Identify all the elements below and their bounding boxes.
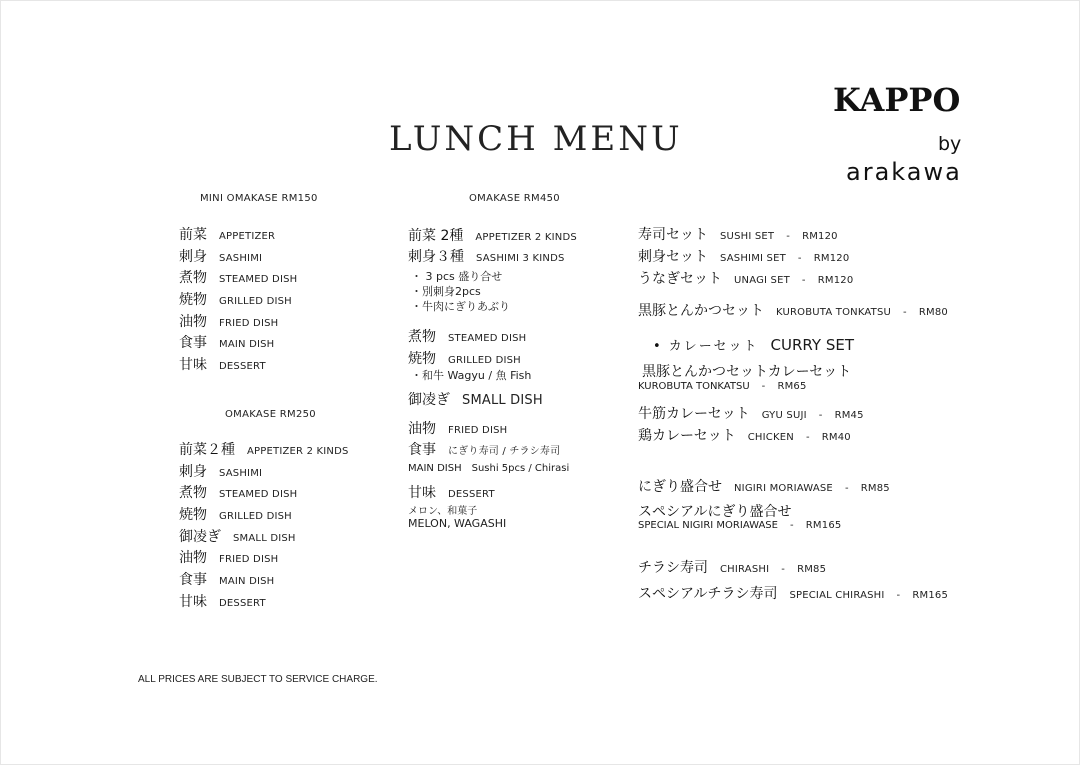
item-en: SMALL DISH — [233, 532, 296, 544]
item-en: APPETIZER — [219, 231, 276, 242]
list-item — [408, 326, 526, 346]
list-item — [408, 246, 565, 266]
item-jp: 刺身 — [179, 248, 207, 265]
item-price: RM165 — [912, 590, 949, 601]
item-en: STEAMED DISH — [219, 274, 298, 286]
special-nigiri-line — [638, 520, 841, 531]
separator: - — [818, 410, 823, 421]
curry-heading — [653, 335, 854, 354]
item-en: CHICKEN — [747, 432, 794, 443]
item-jp: 刺身３種 — [408, 249, 464, 265]
item-en: DESSERT — [448, 489, 495, 500]
item-jp: 甘味 — [179, 357, 207, 374]
list-item — [408, 482, 495, 502]
separator: - — [789, 520, 794, 531]
dessert-sub-jp: メロン、和菓子 — [408, 506, 478, 517]
list-item — [179, 354, 297, 376]
item-jp: にぎり盛合せ — [638, 479, 722, 495]
list-item — [179, 289, 297, 311]
set-item — [638, 403, 864, 423]
main-sub: MAIN DISH Sushi 5pcs / Chirasi — [408, 463, 570, 474]
list-item — [179, 569, 349, 591]
list-item — [408, 389, 543, 409]
brand-by: by — [938, 133, 962, 155]
item-jp: うなぎセット — [638, 271, 722, 287]
item-en: SUSHI SET — [720, 231, 775, 242]
item-en: KUROBUTA TONKATSU — [638, 381, 750, 392]
separator: - — [761, 381, 766, 392]
set-item — [638, 246, 849, 266]
item-jp: 前菜 2種 — [408, 228, 464, 244]
item-en: CHIRASHI — [720, 564, 770, 575]
item-jp: 焼物 — [179, 292, 207, 309]
item-en: GRILLED DISH — [219, 296, 292, 308]
page-title: LUNCH MENU — [389, 119, 683, 159]
item-price: RM45 — [834, 410, 864, 421]
set-item — [638, 476, 890, 496]
item-en: STEAMED DISH — [219, 489, 298, 501]
item-jp: 煮物 — [179, 270, 207, 287]
list-item — [408, 418, 507, 438]
curry-heading-jp: • カレーセット — [653, 339, 759, 354]
separator: - — [801, 275, 806, 286]
item-en: SASHIMI 3 KINDS — [476, 253, 565, 264]
brand-name: KAPPO — [833, 81, 961, 119]
item-en: FRIED DISH — [219, 554, 279, 566]
item-jp: 油物 — [179, 550, 207, 567]
list-item — [179, 526, 349, 548]
item-en: SPECIAL NIGIRI MORIAWASE — [638, 520, 778, 531]
list-item — [179, 439, 349, 461]
omakase-250-list — [179, 439, 349, 613]
item-en: MAIN DISH — [219, 339, 275, 351]
item-jp: 牛筋カレーセット — [638, 406, 750, 422]
item-en: FRIED DISH — [219, 317, 279, 329]
grilled-sub: ・和牛 Wagyu / 魚 Fish — [411, 369, 532, 382]
item-en: NIGIRI MORIAWASE — [734, 483, 833, 494]
item-en: SMALL DISH — [462, 393, 543, 408]
set-item — [638, 300, 948, 320]
curry-kurobuta-line — [638, 381, 807, 392]
item-jp: 寿司セット — [638, 227, 708, 243]
item-en: UNAGI SET — [734, 275, 790, 286]
separator: - — [844, 483, 849, 494]
list-item — [408, 225, 577, 245]
item-price: RM85 — [860, 483, 890, 494]
list-item — [179, 461, 349, 483]
item-jp: 食事 — [179, 572, 207, 589]
item-en: APPETIZER 2 KINDS — [247, 446, 349, 457]
item-jp: 煮物 — [408, 329, 436, 345]
sashimi-sub-1: ・ 3 pcs 盛り合せ — [411, 270, 503, 283]
item-price: RM120 — [817, 275, 854, 286]
list-item — [179, 224, 297, 246]
item-en: GRILLED DISH — [219, 511, 292, 523]
item-en: にぎり寿司 / チラシ寿司 — [448, 446, 561, 457]
item-en: SASHIMI — [219, 467, 263, 479]
service-charge-note: ALL PRICES ARE SUBJECT TO SERVICE CHARGE. — [138, 674, 378, 685]
item-en: APPETIZER 2 KINDS — [475, 232, 577, 243]
list-item — [179, 267, 297, 289]
list-item — [179, 504, 349, 526]
item-jp: スペシアルチラシ寿司 — [638, 586, 778, 602]
item-en: SASHIMI SET — [720, 253, 786, 264]
list-item — [179, 482, 349, 504]
separator: - — [781, 564, 786, 575]
item-price: RM85 — [797, 564, 827, 575]
separator: - — [903, 307, 907, 318]
item-en: SASHIMI — [219, 252, 263, 264]
item-jp: 食事 — [408, 442, 436, 458]
sashimi-sub-3: ・牛肉にぎりあぶり — [411, 300, 510, 313]
item-en: DESSERT — [219, 597, 266, 609]
item-jp: 鶏カレーセット — [638, 428, 736, 444]
item-jp: 刺身セット — [638, 249, 708, 265]
item-price: RM120 — [813, 253, 850, 264]
item-jp: 甘味 — [179, 593, 207, 610]
special-nigiri-jp: スペシアルにぎり盛合せ — [638, 504, 792, 520]
sashimi-sub-2: ・別刺身2pcs — [411, 285, 481, 298]
item-jp: 黒豚とんかつセット — [638, 303, 764, 319]
item-en: DESSERT — [219, 361, 266, 373]
list-item — [179, 311, 297, 333]
separator: - — [805, 432, 810, 443]
set-item — [638, 224, 838, 244]
item-jp: 油物 — [179, 313, 207, 330]
list-item — [179, 547, 349, 569]
item-jp: 油物 — [408, 421, 436, 437]
item-jp: 煮物 — [179, 485, 207, 502]
item-jp: 焼物 — [179, 507, 207, 524]
item-en: FRIED DISH — [448, 425, 508, 436]
item-en: GRILLED DISH — [448, 355, 521, 366]
set-item — [638, 583, 948, 603]
mini-omakase-heading: MINI OMAKASE RM150 — [200, 193, 318, 204]
item-jp: 御凌ぎ — [179, 528, 221, 545]
item-price: RM65 — [777, 381, 807, 392]
curry-kurobuta-jp: 黒豚とんかつセットカレーセット — [642, 364, 852, 380]
item-jp: チラシ寿司 — [638, 560, 708, 576]
item-jp: 焼物 — [408, 351, 436, 367]
separator: - — [786, 231, 791, 242]
item-jp: 前菜２種 — [179, 442, 235, 458]
item-en: GYU SUJI — [761, 410, 807, 421]
separator: - — [896, 590, 901, 601]
item-jp: 御凌ぎ — [408, 392, 450, 408]
dessert-sub-en: MELON, WAGASHI — [408, 517, 507, 530]
item-price: RM40 — [821, 432, 851, 443]
item-en: MAIN DISH — [219, 576, 275, 588]
set-item — [638, 557, 826, 577]
brand-sub: arakawa — [846, 158, 962, 186]
item-price: RM165 — [805, 520, 842, 531]
item-en: STEAMED DISH — [448, 333, 527, 344]
list-item — [179, 246, 297, 268]
item-price: RM80 — [918, 307, 948, 318]
item-jp: 刺身 — [179, 463, 207, 480]
item-en: SPECIAL CHIRASHI — [789, 590, 885, 601]
separator: - — [797, 253, 802, 264]
item-price: RM120 — [802, 231, 838, 242]
item-jp: 食事 — [179, 335, 207, 352]
curry-heading-en: CURRY SET — [770, 336, 854, 354]
list-item — [179, 591, 349, 613]
set-item — [638, 268, 853, 288]
omakase-450-heading: OMAKASE RM450 — [469, 193, 560, 204]
list-item — [408, 348, 521, 368]
list-item — [408, 439, 560, 459]
item-jp: 前菜 — [179, 227, 207, 243]
set-item — [638, 425, 851, 445]
omakase-250-heading: OMAKASE RM250 — [225, 409, 316, 420]
mini-omakase-list — [179, 224, 297, 376]
item-jp: 甘味 — [408, 485, 436, 501]
item-en: KUROBUTA TONKATSU — [776, 307, 892, 318]
list-item — [179, 332, 297, 354]
